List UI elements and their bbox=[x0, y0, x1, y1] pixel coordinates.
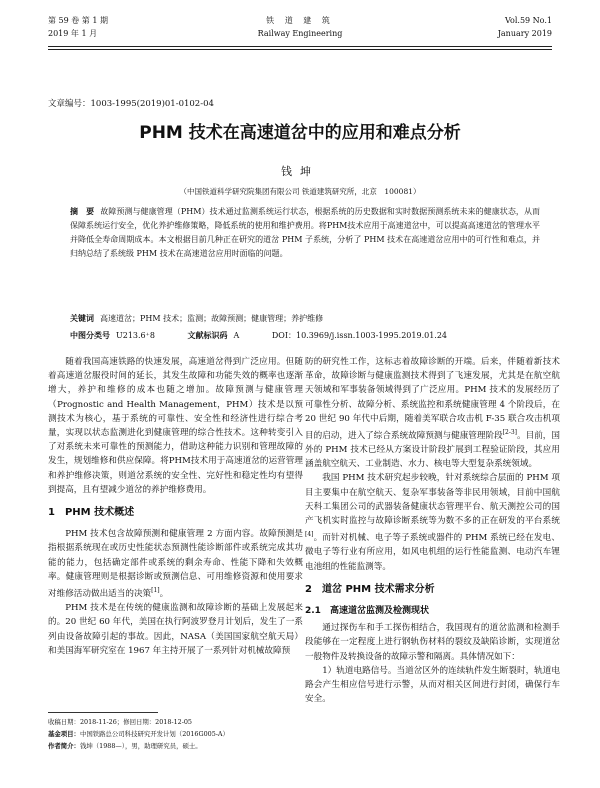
doc-code-value: A bbox=[233, 331, 240, 340]
paper-title: PHM 技术在高速道岔中的应用和难点分析 bbox=[139, 123, 461, 143]
running-header bbox=[48, 14, 552, 54]
intro-paragraph: 随着我国高速铁路的快速发展，高速道岔得到广泛应用。但随着高速道岔服役时间的延长，其发生故障和功能失效的概率也逐渐增大，养护和维修的成本也随之增加。故障预测与健康管理（Prognostic and Health Management，PHM）技术是以预测技术为核心，基于系统的可靠性、安全性和经济性进行综合考量，实现以状态监测进化到健康管理的综合性技术。这种转变引入了对系统未来可靠性的预测能力，借助这种能力识别和管理故障的发生，规划维修和供应保障。将PHM技术用于高速道岔的运营管理和养护维修决策，则道岔系统的安全性、完好性和稳定性均有望得到提高，且有望减少道岔的养护维修费用。 bbox=[48, 357, 303, 495]
body-paragraph: PHM 技术是在传统的健康监测和故障诊断的基础上发展起来的。20 世纪 60 年代，美国在执行阿波罗登月计划后，发生了一系列由设备故障引起的事故。因此，NASA（美国国家航空航天局）和美国海军研究室在 1967 年主持开展了一系列针对机械故障预 bbox=[48, 603, 303, 656]
body-paragraph: 1）轨道电路信号。当道岔区外的连续轨件发生断裂时，轨道电路会产生相应信号进行示警，从而对相关区间进行封闭，确保行车安全。 bbox=[305, 665, 560, 705]
fund-text: 中国铁路总公司科技研究开发计划（2016G005-A） bbox=[79, 730, 229, 738]
journal-name-cn: 铁 道 建 筑 bbox=[266, 16, 334, 25]
section-heading-1: 1 PHM 技术概述 bbox=[48, 507, 135, 519]
article-number: 文章编号：1003-1995(2019)01-0102-04 bbox=[48, 99, 214, 109]
citation: [2-3] bbox=[502, 429, 518, 437]
author-affiliation: （中国铁道科学研究院集团有限公司 铁道建筑研究所，北京 100081） bbox=[179, 187, 421, 196]
abstract-text: 故障预测与健康管理（PHM）技术通过监测系统运行状态，根据系统的历史数据和实时数据预测系统未来的健康状态，从而保障系统运行安全，优化养护维修策略，降低系统的使用和维护费用。将PHM技术应用于高速道岔中，可以提高高速道岔的管理水平并降低全寿命周期成本。本文根据目前几种正在研究的道岔 PHM 子系统，分析了 PHM 技术在高速道岔应用中的可行性和难点，并归纳总结了系统级 PHM 技术在高速道岔应用时面临的问题。 bbox=[70, 207, 541, 258]
header-rule-thin bbox=[48, 49, 552, 50]
keywords bbox=[70, 313, 540, 324]
bio-label: 作者简介： bbox=[48, 742, 80, 750]
citation: [1] bbox=[151, 587, 160, 595]
footnote-rule bbox=[48, 712, 158, 713]
subsection-heading-2-1: 2.1 高速道岔监测及检测现状 bbox=[305, 605, 429, 616]
paragraph-end: 。 bbox=[159, 588, 169, 599]
received-date: 收稿日期：2018-11-26；修回日期：2018-12-05 bbox=[48, 718, 192, 726]
paragraph-text: PHM 技术包含故障预测和健康管理 2 方面内容。故障预测是指根据系统现在或历史性能状态预测性能诊断部件或系统完成其功能的能力，包括确定部件或系统的剩余寿命、性能下降和失效概率。健康管理则是根据诊断或预测信息、可用维修资源和使用要求对维修活动做出适当的决策 bbox=[48, 529, 303, 599]
body-paragraph bbox=[305, 355, 560, 471]
keywords-text: 高速道岔；PHM 技术；监测；故障预测；健康管理；养护维修 bbox=[100, 314, 324, 323]
body-column-right bbox=[305, 355, 560, 706]
classification-line bbox=[70, 330, 550, 341]
paragraph-text: 我国 PHM 技术研究起步较晚，针对系统综合层面的 PHM 项目主要集中在航空航天、复杂军事装备等非民用领域，目前中国航天科工集团公司的武器装备健康状态管理平台、航天测控公司的国产飞机实时监控与故障诊断系统等为数不多的正在研发的平台系统 bbox=[305, 473, 560, 527]
header-right bbox=[498, 14, 552, 40]
abstract bbox=[70, 204, 540, 261]
paragraph-end: 。而针对机械、电子等子系统或器件的 PHM 系统已经在发电、微电子等行业有所应用，如风电机组的运行性能监测、电动汽车锂电池组的性能监测等。 bbox=[305, 533, 560, 572]
doc-code-label: 文献标识码 bbox=[187, 330, 228, 340]
footnotes bbox=[48, 716, 303, 752]
author-bio bbox=[48, 740, 303, 752]
clc-value: U213.6⁺8 bbox=[116, 331, 155, 340]
citation: [4] bbox=[305, 531, 314, 539]
fund-label: 基金项目： bbox=[48, 730, 80, 738]
keywords-label: 关键词 bbox=[70, 313, 94, 323]
volume-cn: 第 59 卷 第 1 期 bbox=[48, 16, 108, 25]
abstract-label: 摘 要 bbox=[70, 206, 95, 216]
body-paragraph bbox=[305, 471, 560, 573]
fund-line bbox=[48, 728, 303, 740]
section-heading-2: 2 道岔 PHM 技术需求分析 bbox=[305, 583, 435, 595]
bio-text: 钱坤（1988—），男，助理研究员，硕士。 bbox=[79, 742, 202, 750]
body-column-left bbox=[48, 355, 303, 658]
paragraph-end: 。目前，国外的 PHM 技术已经从方案设计阶段扩展到工程验证阶段，其应用涵盖航空航天、工业制造、水力、核电等大型复杂系统领域。 bbox=[305, 430, 560, 470]
paragraph-text: 防的研究性工作，这标志着故障诊断的开端。后来，伴随着新技术革命，故障诊断与健康监测技术得到了飞速发展，尤其是在航空航天领域和军事装备领域得到了广泛应用。PHM 技术的发展经历了可靠性分析、故障分析、系统监控和系统健康管理 4 个阶段后，在 20 世纪 90 年代中后期，随着美军联合攻击机 F-35 联合攻击机项目的启动，进入了综合系统故障预测与健康管理阶段 bbox=[305, 357, 560, 441]
date-en: January 2019 bbox=[497, 29, 552, 38]
journal-name-en: Railway Engineering bbox=[257, 29, 343, 38]
header-rule bbox=[48, 46, 552, 47]
body-paragraph: 通过探伤车和手工探伤相结合，我国现有的道岔监测和检测手段能够在一定程度上进行钢轨伤材料的裂纹及缺陷诊断，实现道岔一般物件及转换设备的故障示警和隔离。具体情况如下： bbox=[305, 623, 560, 662]
doi: DOI：10.3969/j.issn.1003-1995.2019.01.24 bbox=[271, 331, 448, 340]
date-cn: 2019 年 1 月 bbox=[48, 29, 98, 38]
clc-label: 中图分类号 bbox=[70, 330, 110, 340]
author-name: 钱坤 bbox=[281, 165, 319, 178]
header-center bbox=[48, 14, 552, 40]
body-paragraph bbox=[48, 527, 303, 601]
volume-en: Vol.59 No.1 bbox=[505, 16, 552, 25]
